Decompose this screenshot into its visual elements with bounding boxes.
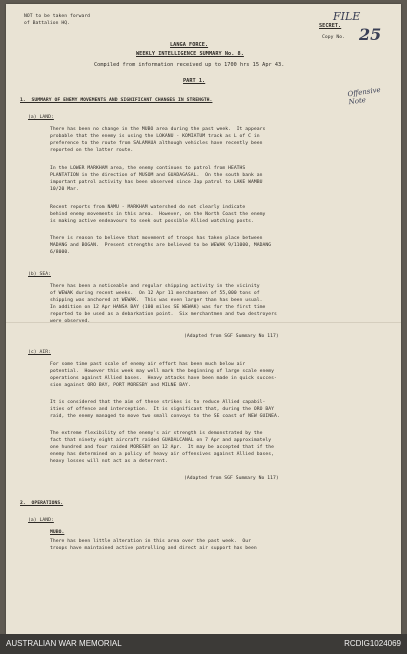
land-p2-line-4: 10/20 Mar. (50, 187, 79, 192)
sea-line-4: In addition on 12 Apr HANSA BAY (100 miles SE WEWAK) was for the first time (50, 305, 266, 310)
footer-record-id: RCDIG1024069 (344, 639, 401, 648)
land-p1-line-1: There has been no change in the MUBO area during the past week. It appears (50, 127, 266, 132)
air-p2-line-1: It is considered that the aim of these strikes is to reduce Allied capabil- (50, 400, 266, 405)
land-p3-line-2: behind enemy movements in this area. However, on the North Coast the enemy (50, 212, 266, 217)
land-p4-line-1: There is reason to believe that movement of troops has taken place between (50, 236, 263, 241)
sea-line-2: of WEWAK during recent weeks. On 12 Apr 11 merchantmen of 55,000 tons of (50, 291, 260, 296)
part-heading: PART 1. (183, 78, 206, 84)
air-p1-line-2: potential. However this week may well mark the beginning of large scale enemy (50, 369, 275, 374)
air-p3-line-5: heavy losses will not act as a deterrent. (50, 459, 168, 464)
sea-line-3: shipping was anchored at WEWAK. This was even larger than has been usual. (50, 298, 263, 303)
air-label: (c) AIR: (28, 350, 51, 355)
sea-source: (Adapted from SGF Summary No 117) (184, 334, 279, 339)
summary-title: WEEKLY INTELLIGENCE SUMMARY No. 8. (136, 51, 244, 57)
mubo-subheading: MUBO. (50, 530, 65, 535)
operations-line-2: troops have maintained active patrolling and direct air support has been (50, 546, 257, 551)
air-p3-line-1: The extreme flexibility of the enemy's air strength is demonstrated by the (50, 431, 263, 436)
operations-line-1: There has been little alteration in this area over the past week. Our (50, 539, 252, 544)
not-forward-note: NOT to be taken forward (24, 14, 91, 19)
land-p2-line-2: PLANTATION in the direction of MUSOM and GUADAGASAL. On the south bank an (50, 173, 263, 178)
land-p2-line-3: important patrol activity has been observed since Jap patrol to LAKE WAMBU (50, 180, 263, 185)
force-title: LANGA FORCE. (170, 42, 209, 48)
archive-footer (0, 634, 407, 654)
document-page (6, 4, 401, 634)
handwritten-copy-number: 25 (359, 25, 382, 44)
land-p3-line-3: is making active endeavours to seek out possible Allied watching posts. (50, 219, 254, 224)
air-source: (Adapted from SGF Summary No 117) (184, 476, 279, 481)
land-p1-line-4: reported on the latter route. (50, 148, 134, 153)
sea-label: (b) SEA: (28, 272, 51, 277)
air-p1-line-3: operations against Allied bases. Heavy attacks have been made in quick succes- (50, 376, 277, 381)
handwritten-file-mark: FILE (333, 10, 361, 23)
land-p3-line-1: Recent reports from NAMU - MARKHAM watershed do not clearly indicate (50, 205, 246, 210)
sea-line-1: There has been a noticeable and regular shipping activity in the vicinity (50, 284, 260, 289)
air-p3-line-4: enemy has determined on a policy of heavy air offensives against Allied bases, (50, 452, 275, 457)
land-label: (a) LAND: (28, 115, 54, 120)
battalion-note: of Battalion HQ. (24, 21, 70, 26)
compiled-note: Compiled from information received up to 1700 hrs 15 Apr 43. (94, 62, 285, 68)
fold-crease (6, 322, 401, 323)
secret-classification: SECRET. (319, 23, 342, 29)
air-p3-line-3: one hundred and four raided MORESBY on 12 Apr. It may be accepted that if the (50, 445, 275, 450)
land-p4-line-2: MADANG and BOGAN. Present strengths are believed to be WEWAK 9/11000, MADANG (50, 243, 272, 248)
air-p1-line-1: For some time past scale of enemy air effort has been much below air (50, 362, 246, 367)
air-p2-line-2: ities of offence and interception. It is significant that, during the ORO BAY (50, 407, 275, 412)
operations-land-label: (a) LAND: (28, 518, 54, 523)
section-1-heading: 1. SUMMARY OF ENEMY MOVEMENTS AND SIGNIFICANT CHANGES IN STRENGTH. (20, 98, 213, 103)
air-p2-line-3: raid, the enemy managed to move two small convoys to the SE coast of NEW GUINEA. (50, 414, 280, 419)
handwritten-offensive-note: Offensive Note (347, 85, 382, 107)
land-p1-line-2: probable that the enemy is using the LOKANU - KOMIATUM track as L of C in (50, 134, 260, 139)
copy-label: Copy No. (322, 35, 345, 40)
air-p1-line-4: sion against ORO BAY, PORT MORESBY and MILNE BAY. (50, 383, 191, 388)
land-p2-line-1: In the LOWER MARKHAM area, the enemy continues to patrol from HEATHS (50, 166, 246, 171)
land-p4-line-3: 6/8000. (50, 250, 71, 255)
air-p3-line-2: fact that ninety eight aircraft raided GUADALCANAL on 7 Apr and approximately (50, 438, 272, 443)
land-p1-line-3: preference to the route from SALAMAUA although vehicles have recently been (50, 141, 263, 146)
sea-line-5: reported to be used as a debarkation point. Six merchantmen and two destroyers (50, 312, 277, 317)
sea-line-6: were observed. (50, 319, 91, 324)
footer-institution: AUSTRALIAN WAR MEMORIAL (6, 639, 122, 648)
section-2-heading: 2. OPERATIONS. (20, 501, 64, 506)
